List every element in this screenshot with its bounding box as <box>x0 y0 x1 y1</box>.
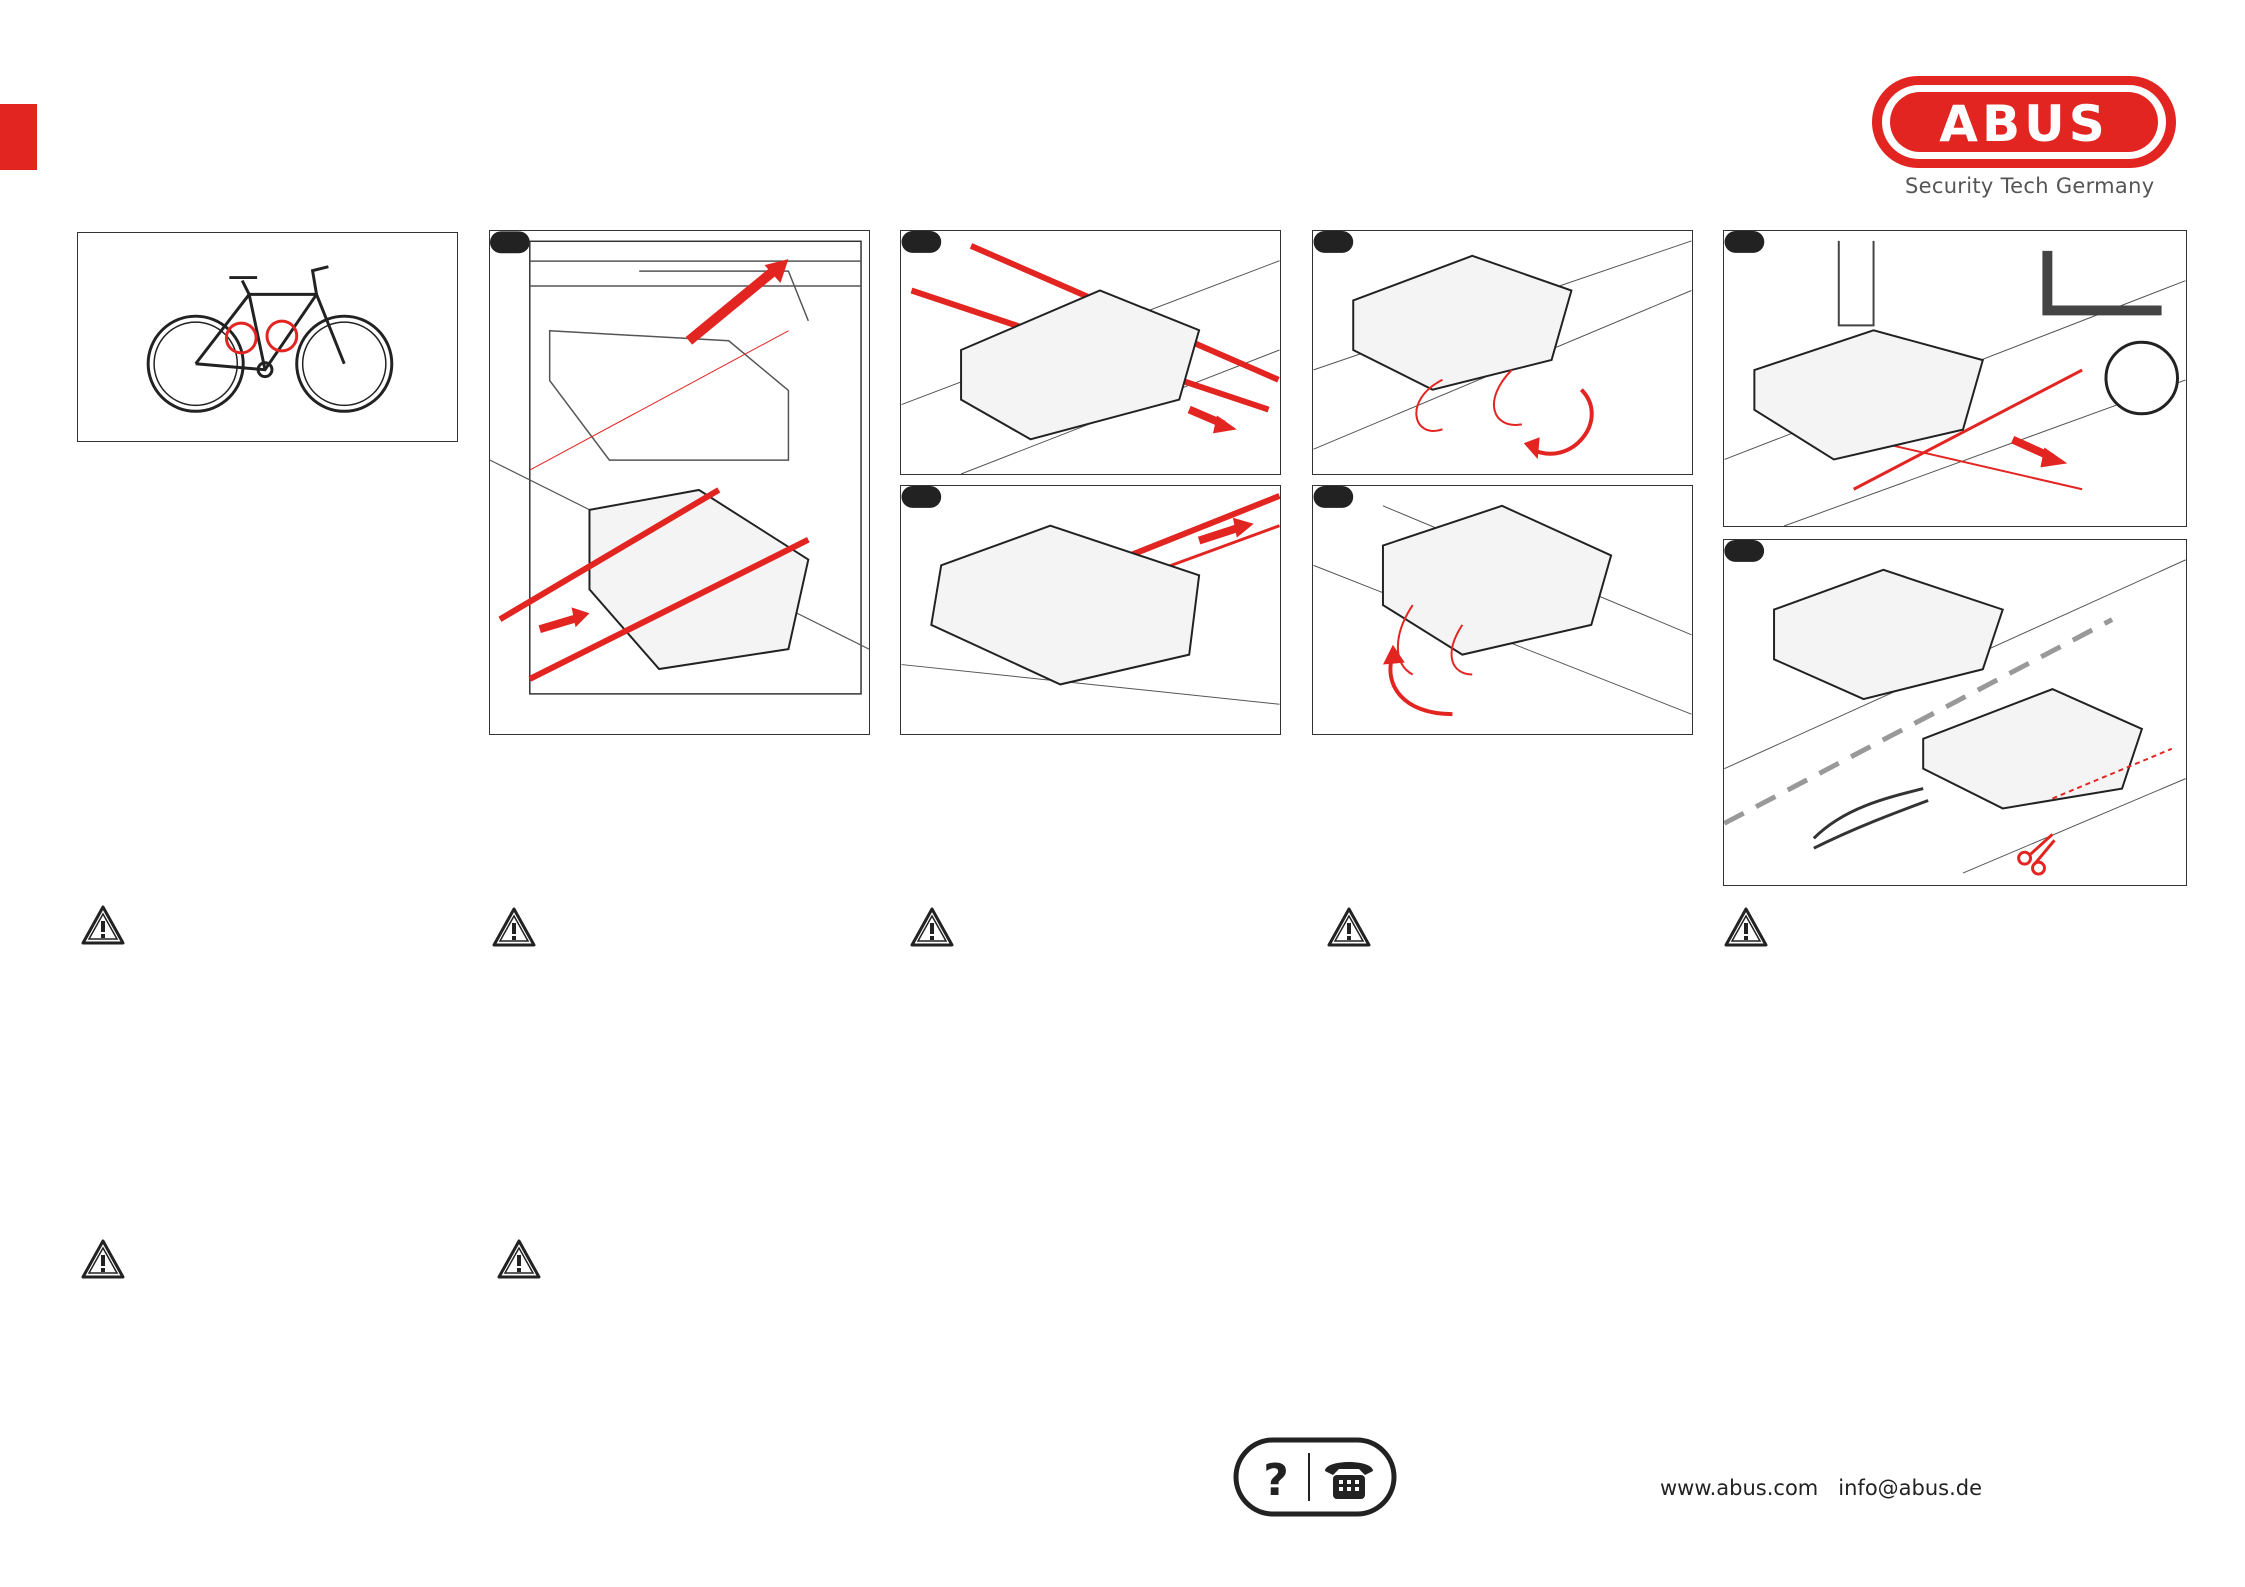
footer-contact <box>1660 1476 1982 1500</box>
warning-triangle-icon <box>496 1238 542 1280</box>
step-pull-straps-figure <box>900 230 1281 475</box>
email-link[interactable]: info@abus.de <box>1838 1476 1983 1500</box>
step-wrap-straps-2-figure <box>1312 485 1693 735</box>
warning-triangle-icon <box>909 906 955 948</box>
step-number-badge <box>490 231 530 253</box>
step-rotate-mount-figure <box>900 485 1281 735</box>
step-wrap-straps-1-figure <box>1312 230 1693 475</box>
warning-triangle-icon <box>80 904 126 946</box>
step-trim-straps-figure <box>1723 539 2187 886</box>
warning-triangle-icon <box>80 1238 126 1280</box>
step-slide-in-figure <box>489 230 870 735</box>
page-edge-tab <box>0 104 37 170</box>
warning-triangle-icon <box>491 906 537 948</box>
helpline-pictogram <box>1233 1437 1397 1517</box>
brand-tagline: Security Tech Germany <box>1905 174 2155 198</box>
step-tighten-hex-figure <box>1723 230 2187 527</box>
logo-wordmark: ABUS <box>1939 95 2109 153</box>
warning-triangle-icon <box>1723 906 1769 948</box>
question-icon: ? <box>1263 1455 1289 1506</box>
bike-overview-figure <box>77 232 458 442</box>
warning-triangle-icon <box>1326 906 1372 948</box>
website-link[interactable]: www.abus.com <box>1660 1476 1819 1500</box>
